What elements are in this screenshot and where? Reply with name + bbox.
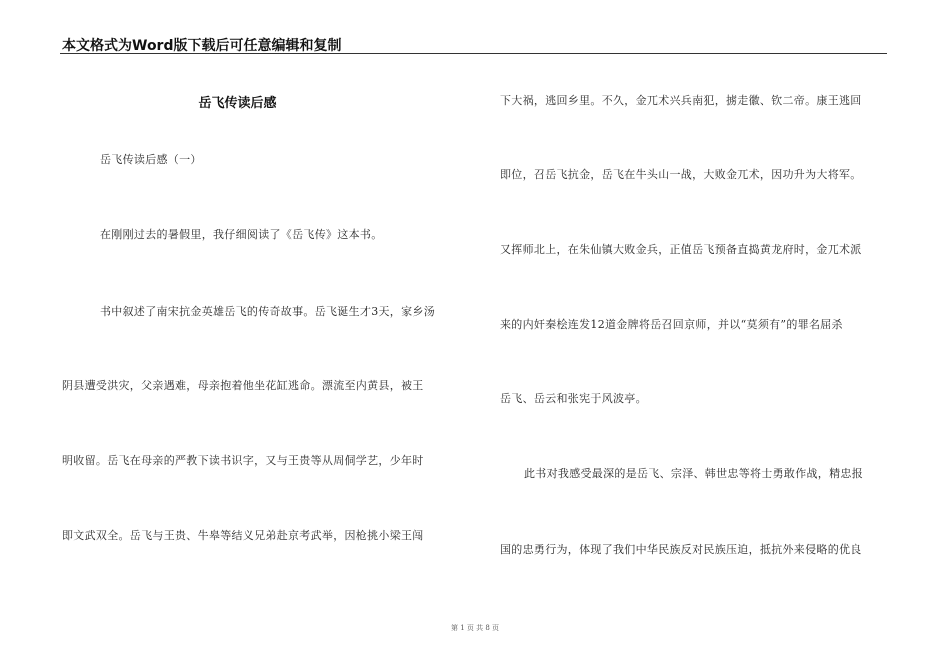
paragraph-line: 明收留。岳飞在母亲的严教下读书识字，又与王贵等从周侗学艺，少年时	[62, 454, 424, 467]
paragraph-line: 国的忠勇行为，体现了我们中华民族反对民族压迫，抵抗外来侵略的优良	[500, 543, 862, 556]
document-title: 岳飞传读后感	[198, 96, 277, 111]
paragraph-line: 阴县遭受洪灾，父亲遇难，母亲抱着他坐花缸逃命。漂流至内黄县，被王	[62, 379, 424, 392]
paragraph-line: 此书对我感受最深的是岳飞、宗泽、韩世忠等将士勇敢作战，精忠报	[524, 467, 863, 480]
document-header: 本文格式为Word版下载后可任意编辑和复制	[62, 38, 342, 54]
paragraph-line: 岳飞、岳云和张宪于风波亭。	[500, 392, 647, 405]
paragraph-line: 书中叙述了南宋抗金英雄岳飞的传奇故事。岳飞诞生才3天，家乡汤	[100, 305, 435, 318]
paragraph-line: 即文武双全。岳飞与王贵、牛皋等结义兄弟赴京考武举，因枪挑小梁王闯	[62, 529, 424, 542]
page-number: 第 1 页 共 8 页	[450, 624, 500, 632]
subtitle-line: 岳飞传读后感（一）	[100, 153, 202, 166]
paragraph-line: 在刚刚过去的暑假里，我仔细阅读了《岳飞传》这本书。	[100, 228, 383, 241]
paragraph-line: 来的内奸秦桧连发12道金牌将岳召回京师，并以“莫须有”的罪名屈杀	[500, 318, 843, 331]
paragraph-line: 又挥师北上，在朱仙镇大败金兵，正值岳飞预备直捣黄龙府时，金兀术派	[500, 243, 862, 256]
paragraph-line: 即位，召岳飞抗金，岳飞在牛头山一战，大败金兀术，因功升为大将军。	[500, 168, 862, 181]
header-divider	[60, 53, 887, 54]
paragraph-line: 下大祸，逃回乡里。不久，金兀术兴兵南犯，掳走徽、钦二帝。康王逃回	[500, 94, 862, 107]
